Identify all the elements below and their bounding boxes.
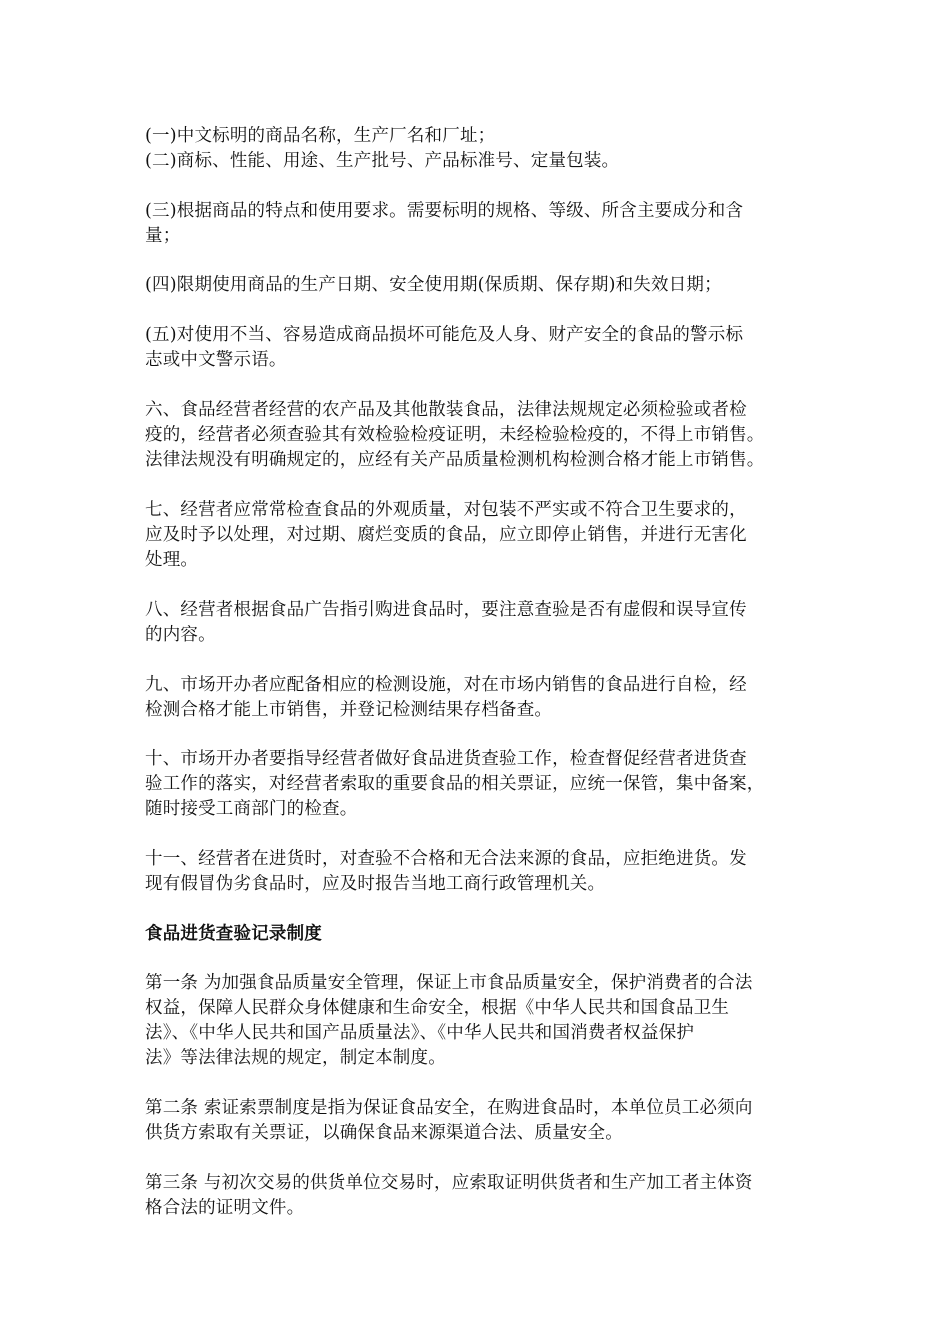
text-line: 十、市场开办者要指导经营者做好食品进货查验工作，检查督促经营者进货查 [145, 749, 747, 769]
text-line: 第二条 索证索票制度是指为保证食品安全，在购进食品时，本单位员工必须向 [145, 1098, 753, 1118]
text-line: 八、经营者根据食品广告指引购进食品时，要注意查验是否有虚假和误导宣传 [145, 600, 747, 620]
text-line: 应及时予以处理，对过期、腐烂变质的食品，应立即停止销售，并进行无害化 [145, 525, 747, 545]
text-line: 疫的，经营者必须查验其有效检验检疫证明，未经检验检疫的，不得上市销售。 [145, 425, 765, 445]
text-line: 现有假冒伪劣食品时，应及时报告当地工商行政管理机关。 [145, 874, 606, 894]
text-line: 格合法的证明文件。 [145, 1198, 305, 1218]
text-line: 法》、《中华人民共和国产品质量法》、《中华人民共和国消费者权益保护 [145, 1023, 695, 1043]
text-line: 的内容。 [145, 625, 216, 645]
text-line: 九、市场开办者应配备相应的检测设施，对在市场内销售的食品进行自检，经 [145, 675, 747, 695]
text-line: 七、经营者应常常检查食品的外观质量，对包装不严实或不符合卫生要求的， [145, 500, 747, 520]
text-line: (二)商标、性能、用途、生产批号、产品标准号、定量包装。 [145, 151, 620, 171]
section-heading: 食品进货查验记录制度 [145, 924, 322, 944]
text-line: 验工作的落实，对经营者索取的重要食品的相关票证，应统一保管，集中备案， [145, 774, 765, 794]
text-line: (四)限期使用商品的生产日期、安全使用期(保质期、保存期)和失效日期； [145, 275, 722, 295]
text-line: 十一、经营者在进货时，对查验不合格和无合法来源的食品，应拒绝进货。发 [145, 849, 747, 869]
text-line: 处理。 [145, 550, 199, 570]
text-line: (三)根据商品的特点和使用要求。需要标明的规格、等级、所含主要成分和含 [145, 201, 744, 221]
text-line: 第一条 为加强食品质量安全管理，保证上市食品质量安全，保护消费者的合法 [145, 973, 753, 993]
text-line: 检测合格才能上市销售，并登记检测结果存档备查。 [145, 700, 553, 720]
text-line: 六、食品经营者经营的农产品及其他散装食品，法律法规规定必须检验或者检 [145, 400, 747, 420]
text-line: 志或中文警示语。 [145, 350, 287, 370]
text-line: 法》等法律法规的规定，制定本制度。 [145, 1048, 446, 1068]
text-line: (五)对使用不当、容易造成商品损坏可能危及人身、财产安全的食品的警示标 [145, 325, 744, 345]
text-line: (一)中文标明的商品名称，生产厂名和厂址； [145, 126, 496, 146]
text-line: 供货方索取有关票证，以确保食品来源渠道合法、质量安全。 [145, 1123, 623, 1143]
text-line: 量； [145, 226, 181, 246]
text-line: 权益，保障人民群众身体健康和生命安全，根据《中华人民共和国食品卫生 [145, 998, 730, 1018]
text-line: 法律法规没有明确规定的，应经有关产品质量检测机构检测合格才能上市销售。 [145, 450, 765, 470]
text-line: 第三条 与初次交易的供货单位交易时，应索取证明供货者和生产加工者主体资 [145, 1173, 753, 1193]
text-line: 随时接受工商部门的检查。 [145, 799, 358, 819]
